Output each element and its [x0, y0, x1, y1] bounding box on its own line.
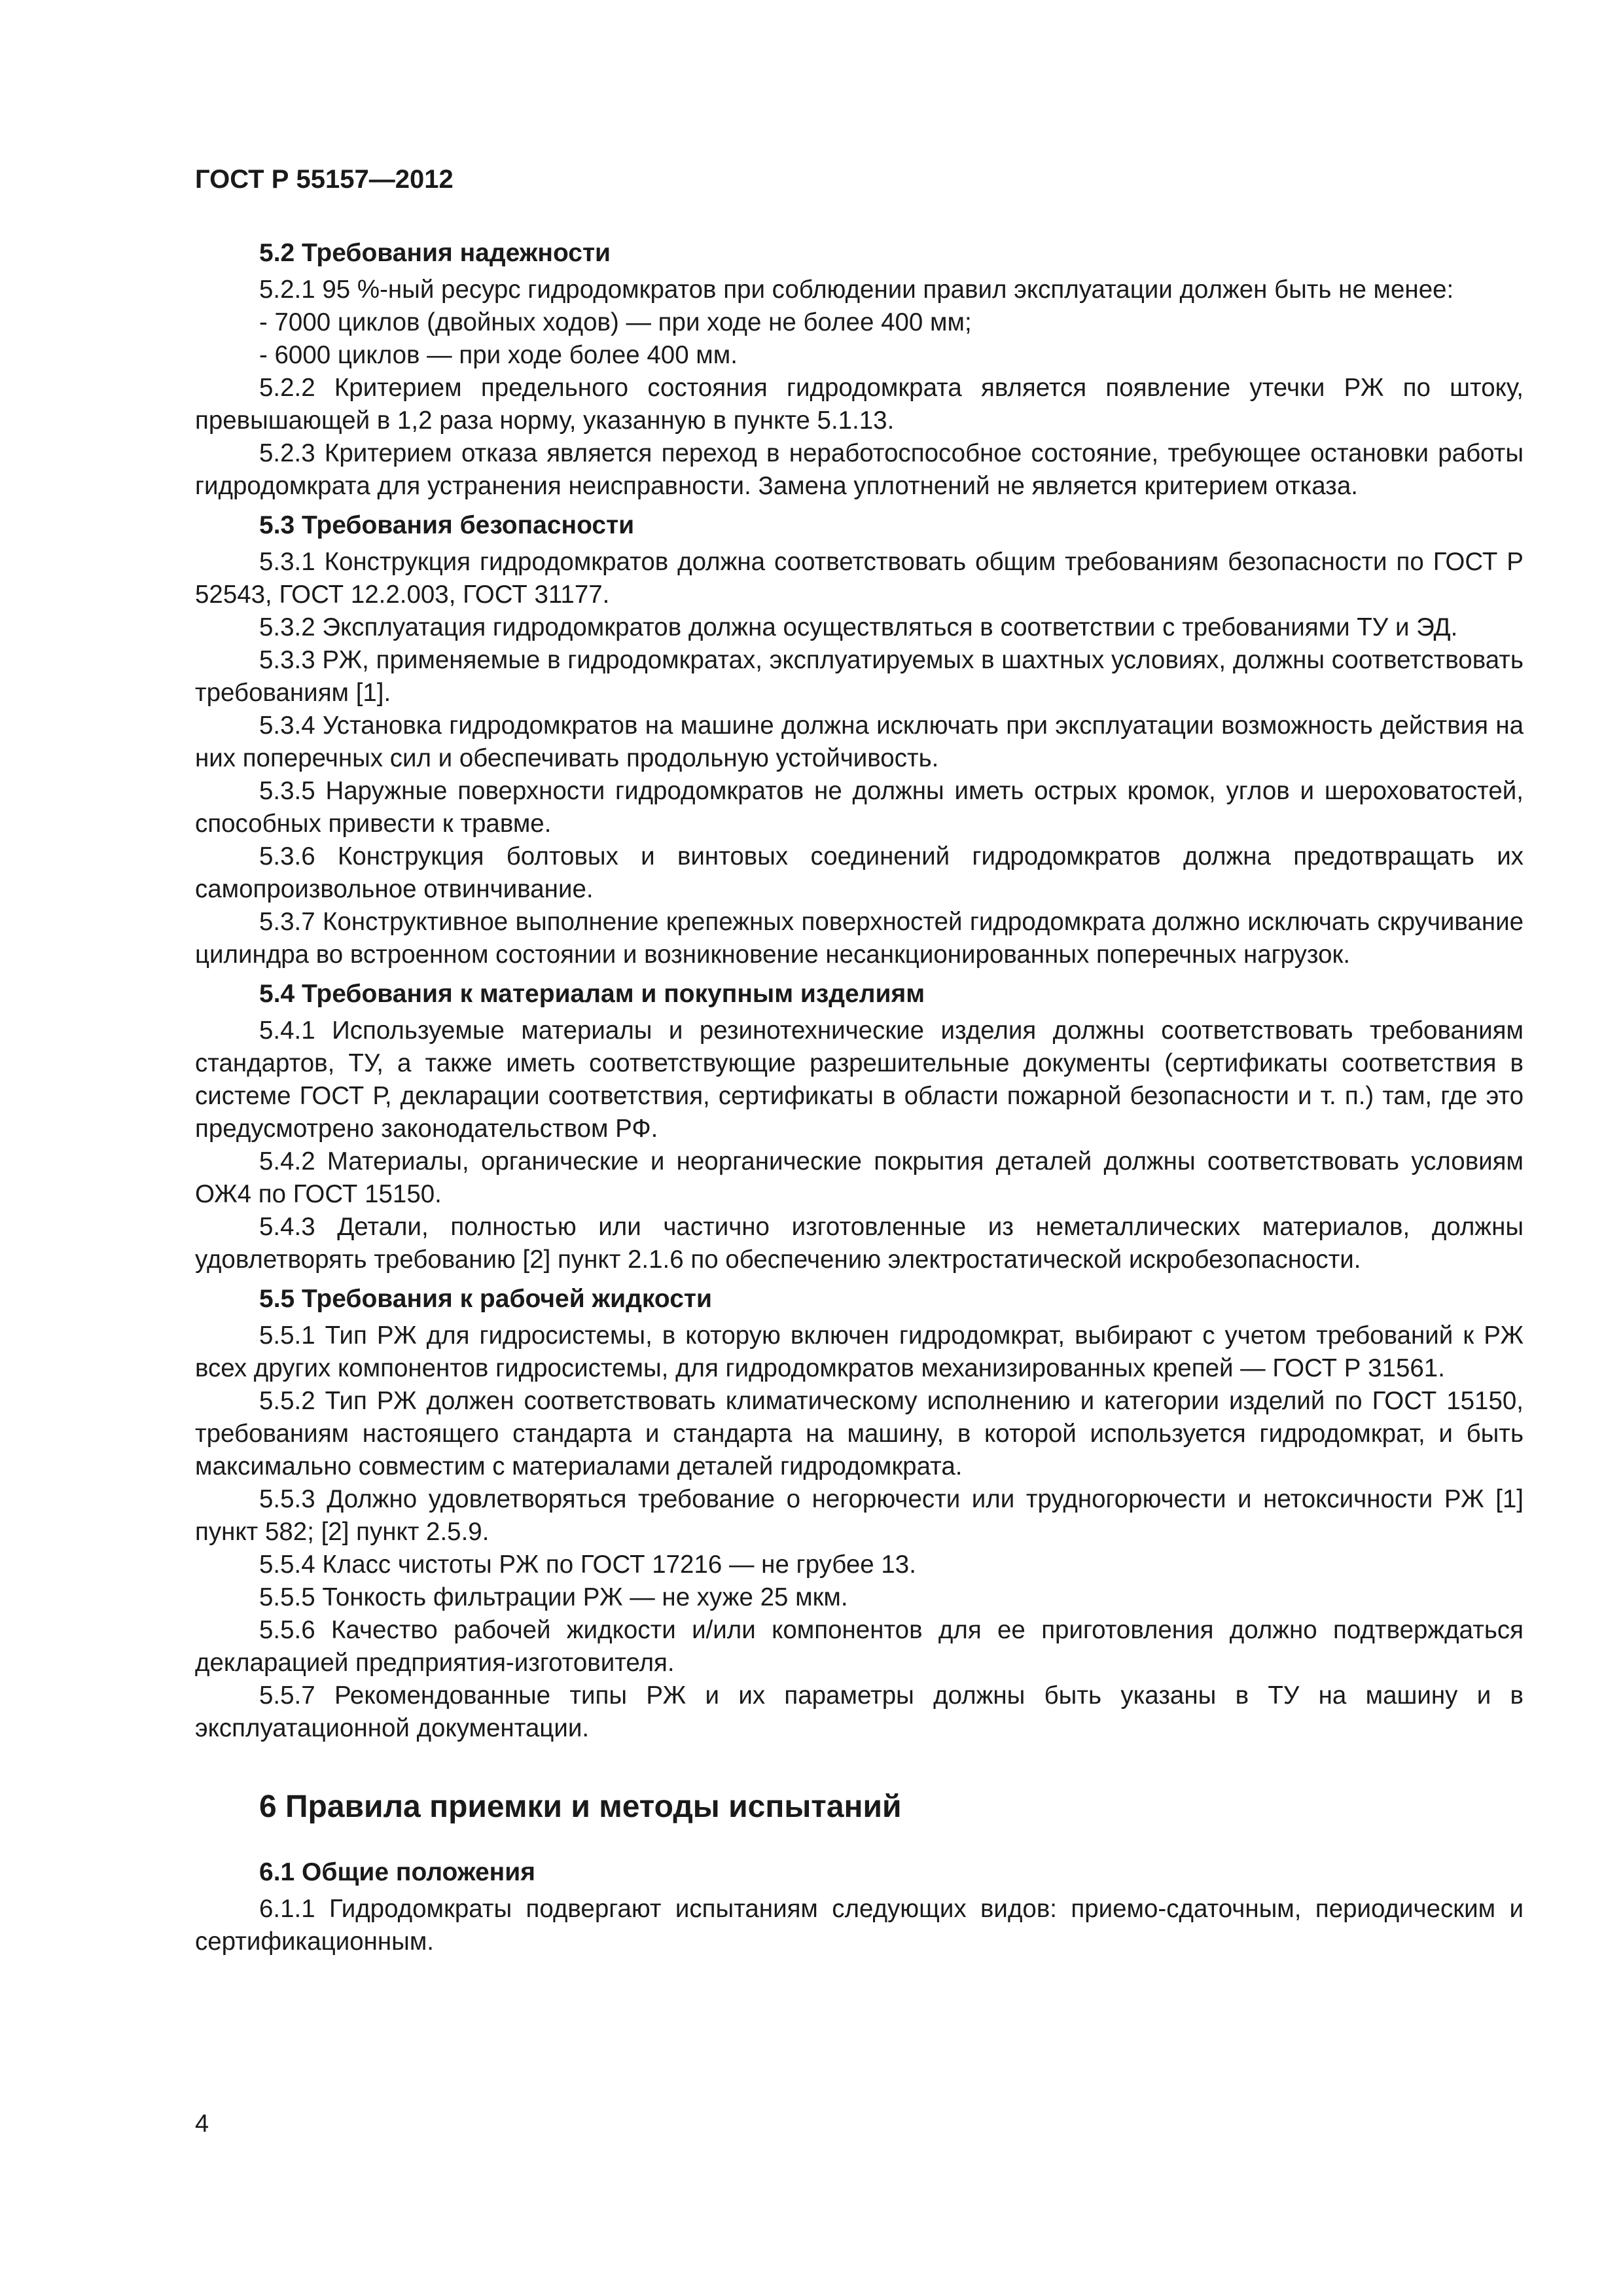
section-5-2-title: 5.2 Требования надежности: [259, 239, 611, 267]
para-5-5-5: 5.5.5 Тонкость фильтрации РЖ — не хуже 25 мкм.: [259, 1583, 848, 1611]
para-5-4-2: 5.4.2 Материалы, органические и неорганические покрытия деталей должны соответствовать условиям ОЖ4 по ГОСТ 15150.: [195, 1147, 1524, 1208]
section-6-1-title: 6.1 Общие положения: [259, 1858, 535, 1886]
para-5-5-1: 5.5.1 Тип РЖ для гидросистемы, в которую включен гидродомкрат, выбирают с учетом требований к РЖ всех других компонентов гидросистемы, для гидродомкратов механизированных крепей — ГОСТ Р 31561.: [195, 1321, 1524, 1382]
para-5-5-4: 5.5.4 Класс чистоты РЖ по ГОСТ 17216 — не грубее 13.: [259, 1551, 916, 1579]
para-5-3-5: 5.3.5 Наружные поверхности гидродомкратов не должны иметь острых кромок, углов и шероховатостей, способных привести к травме.: [195, 777, 1524, 838]
section-5-3-title: 5.3 Требования безопасности: [259, 511, 635, 539]
para-5-2-2: 5.2.2 Критерием предельного состояния гидродомкрата является появление утечки РЖ по штоку, превышающей в 1,2 раза норму, указанную в пункте 5.1.13.: [195, 374, 1524, 435]
para-5-3-3: 5.3.3 РЖ, применяемые в гидродомкратах, эксплуатируемых в шахтных условиях, должны соответствовать требованиям [1].: [195, 646, 1524, 707]
para-5-5-3: 5.5.3 Должно удовлетворяться требование о негорючести или трудногорючести и нетоксичности РЖ [1] пункт 582; [2] пункт 2.5.9.: [195, 1485, 1524, 1546]
list-item: - 6000 циклов — при ходе более 400 мм.: [259, 341, 738, 369]
para-5-5-2: 5.5.2 Тип РЖ должен соответствовать климатическому исполнению и категории изделий по ГОСТ 15150, требованиям настоящего стандарта и стандарта на машину, в которой используется гидродомкрат, и быть максимально совместим с материалами деталей гидродомкрата.: [195, 1387, 1524, 1480]
para-6-1-1: 6.1.1 Гидродомкраты подвергают испытаниям следующих видов: приемо-сдаточным, периодическим и сертификационным.: [195, 1895, 1524, 1956]
para-5-4-3: 5.4.3 Детали, полностью или частично изготовленные из неметаллических материалов, должны удовлетворять требованию [2] пункт 2.1.6 по обеспечению электростатической искробезопасности.: [195, 1213, 1524, 1274]
para-5-4-1: 5.4.1 Используемые материалы и резинотехнические изделия должны соответствовать требованиям стандартов, ТУ, а также иметь соответствующие разрешительные документы (сертификаты соответствия в системе ГОСТ Р, декларации соответствия, сертификаты в области пожарной безопасности и т. п.) там, где это предусмотрено законодательством РФ.: [195, 1016, 1524, 1143]
para-5-5-6: 5.5.6 Качество рабочей жидкости и/или компонентов для ее приготовления должно подтверждаться декларацией предприятия-изготовителя.: [195, 1616, 1524, 1677]
para-5-2-3: 5.2.3 Критерием отказа является переход в неработоспособное состояние, требующее остановки работы гидродомкрата для устранения неисправности. Замена уплотнений не является критерием отказа.: [195, 439, 1524, 500]
list-item: - 7000 циклов (двойных ходов) — при ходе не более 400 мм;: [259, 308, 972, 336]
section-6-title: 6 Правила приемки и методы испытаний: [259, 1789, 902, 1824]
para-5-3-7: 5.3.7 Конструктивное выполнение крепежных поверхностей гидродомкрата должно исключать скручивание цилиндра во встроенном состоянии и возникновение несанкционированных поперечных нагрузок.: [195, 908, 1524, 969]
para-5-3-1: 5.3.1 Конструкция гидродомкратов должна соответствовать общим требованиям безопасности по ГОСТ Р 52543, ГОСТ 12.2.003, ГОСТ 31177.: [195, 548, 1524, 609]
page-number: 4: [195, 2110, 209, 2138]
para-5-3-2: 5.3.2 Эксплуатация гидродомкратов должна осуществляться в соответствии с требованиями ТУ и ЭД.: [259, 613, 1458, 641]
document-body: [195, 230, 1524, 1958]
section-5-4-title: 5.4 Требования к материалам и покупным изделиям: [259, 980, 925, 1008]
section-5-5-title: 5.5 Требования к рабочей жидкости: [259, 1285, 712, 1313]
para-5-3-6: 5.3.6 Конструкция болтовых и винтовых соединений гидродомкратов должна предотвращать их самопроизвольное отвинчивание.: [195, 842, 1524, 903]
standard-header: ГОСТ Р 55157—2012: [195, 165, 454, 194]
para-5-5-7: 5.5.7 Рекомендованные типы РЖ и их параметры должны быть указаны в ТУ на машину и в эксплуатационной документации.: [195, 1681, 1524, 1742]
para-5-2-1: 5.2.1 95 %-ный ресурс гидродомкратов при соблюдении правил эксплуатации должен быть не менее:: [259, 276, 1454, 304]
para-5-3-4: 5.3.4 Установка гидродомкратов на машине должна исключать при эксплуатации возможность действия на них поперечных сил и обеспечивать продольную устойчивость.: [195, 711, 1524, 772]
